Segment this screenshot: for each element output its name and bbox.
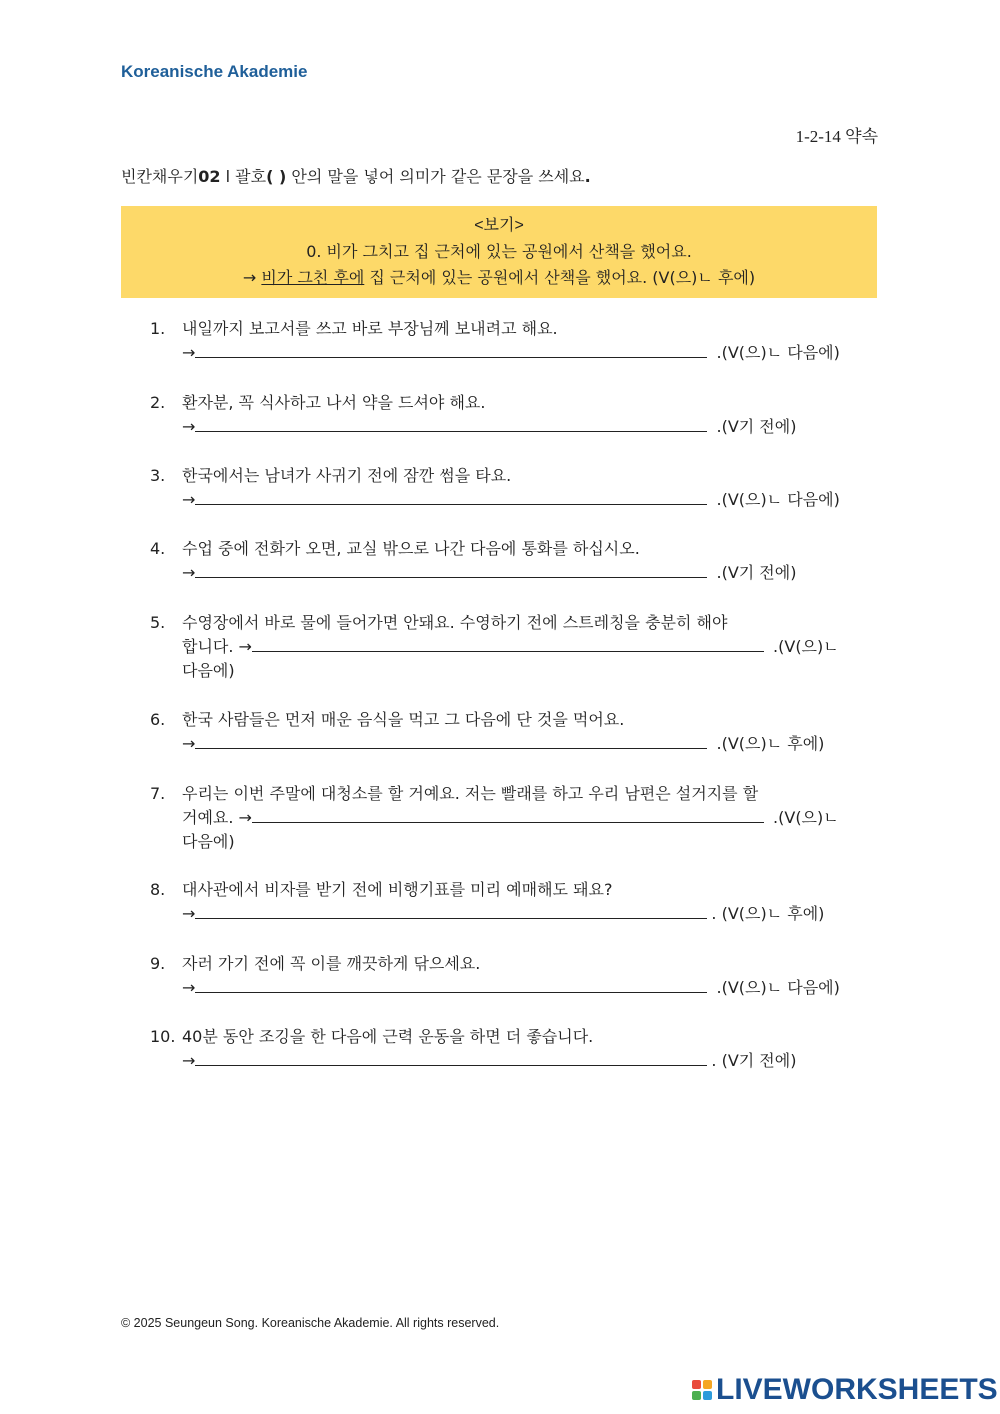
answer-blank[interactable]	[252, 650, 764, 652]
question-5	[150, 611, 839, 683]
question-number: 9.	[150, 954, 166, 973]
question-text-cont: 거예요. →	[182, 808, 252, 827]
answer-blank[interactable]	[195, 1064, 707, 1066]
hint: . (V(으)ㄴ 후에)	[711, 904, 825, 923]
hint: . (V기 전에)	[711, 1051, 797, 1070]
example-box	[121, 206, 877, 298]
question-2	[150, 391, 796, 439]
arrow: →	[182, 490, 196, 509]
example-title: <보기>	[474, 217, 524, 234]
question-number: 5.	[150, 613, 166, 632]
example-sentence: 0. 비가 그치고 집 근처에 있는 공원에서 산책을 했어요.	[306, 242, 692, 261]
logo-square-green	[692, 1391, 701, 1400]
question-number: 10.	[150, 1027, 176, 1046]
question-text: 40분 동안 조깅을 한 다음에 근력 운동을 하면 더 좋습니다.	[182, 1027, 594, 1046]
example-answer-rest: 집 근처에 있는 공원에서 산책을 했어요. (V(으)ㄴ 후에)	[364, 268, 756, 287]
question-number: 4.	[150, 539, 166, 558]
instruction	[121, 164, 591, 187]
answer-blank[interactable]	[195, 503, 707, 505]
liveworksheets-mark-icon	[692, 1380, 712, 1400]
question-7	[150, 782, 839, 854]
answer-blank[interactable]	[195, 430, 707, 432]
instruction-mid: l 괄호	[220, 167, 267, 186]
question-number: 6.	[150, 710, 166, 729]
example-answer	[121, 265, 877, 291]
liveworksheets-logo[interactable]	[692, 1373, 998, 1407]
hint: .(V(으)ㄴ	[767, 637, 839, 656]
hint-cont: 다음에)	[182, 832, 235, 851]
answer-blank[interactable]	[195, 991, 707, 993]
question-number: 8.	[150, 880, 166, 899]
hint: .(V(으)ㄴ 다음에)	[711, 978, 840, 997]
arrow: →	[182, 978, 196, 997]
question-8	[150, 878, 824, 926]
question-text: 우리는 이번 주말에 대청소를 할 거예요. 저는 빨래를 하고 우리 남편은 설거지를 할	[182, 784, 759, 803]
question-text: 내일까지 보고서를 쓰고 바로 부장님께 보내려고 해요.	[182, 319, 558, 338]
question-4	[150, 537, 796, 585]
question-text: 수업 중에 전화가 오면, 교실 밖으로 나간 다음에 통화를 하십시오.	[182, 539, 640, 558]
instruction-prefix: 빈칸채우기	[121, 167, 199, 186]
question-10	[150, 1025, 796, 1073]
hint: .(V기 전에)	[711, 563, 797, 582]
brand-title: Koreanische Akademie	[121, 62, 308, 81]
hint: .(V기 전에)	[711, 417, 797, 436]
liveworksheets-wordmark: LIVEWORKSHEETS	[716, 1373, 998, 1406]
instruction-num: 02	[198, 167, 221, 186]
arrow: →	[182, 904, 196, 923]
arrow: →	[182, 563, 196, 582]
copyright-footer: © 2025 Seungeun Song. Koreanische Akademie. All rights reserved.	[121, 1316, 500, 1330]
answer-blank[interactable]	[195, 917, 707, 919]
question-text-cont: 합니다. →	[182, 637, 252, 656]
instruction-paren: ( )	[266, 167, 287, 186]
arrow: →	[182, 343, 196, 362]
hint: .(V(으)ㄴ 다음에)	[711, 343, 840, 362]
instruction-dot: .	[584, 167, 591, 186]
question-text: 환자분, 꼭 식사하고 나서 약을 드셔야 해요.	[182, 393, 486, 412]
hint: .(V(으)ㄴ 후에)	[711, 734, 825, 753]
answer-blank[interactable]	[195, 576, 707, 578]
instruction-rest: 안의 말을 넣어 의미가 같은 문장을 쓰세요	[286, 167, 585, 186]
question-text: 한국에서는 남녀가 사귀기 전에 잠깐 썸을 타요.	[182, 466, 512, 485]
question-text: 대사관에서 비자를 받기 전에 비행기표를 미리 예매해도 돼요?	[182, 880, 613, 899]
question-text: 한국 사람들은 먼저 매운 음식을 먹고 그 다음에 단 것을 먹어요.	[182, 710, 625, 729]
question-text: 수영장에서 바로 물에 들어가면 안돼요. 수영하기 전에 스트레칭을 충분히 해야	[182, 613, 728, 632]
question-1	[150, 317, 840, 365]
answer-blank[interactable]	[252, 821, 764, 823]
hint: .(V(으)ㄴ	[767, 808, 839, 827]
logo-square-orange	[703, 1380, 712, 1389]
arrow: →	[182, 1051, 196, 1070]
question-3	[150, 464, 840, 512]
logo-square-red	[692, 1380, 701, 1389]
question-number: 3.	[150, 466, 166, 485]
question-9	[150, 952, 840, 1000]
lesson-code: 1-2-14 약속	[795, 127, 878, 146]
question-number: 2.	[150, 393, 166, 412]
answer-blank[interactable]	[195, 356, 707, 358]
hint: .(V(으)ㄴ 다음에)	[711, 490, 840, 509]
arrow: →	[182, 417, 196, 436]
question-6	[150, 708, 824, 756]
answer-blank[interactable]	[195, 747, 707, 749]
example-answer-underlined: 비가 그친 후에	[261, 268, 365, 287]
question-text: 자러 가기 전에 꼭 이를 깨끗하게 닦으세요.	[182, 954, 481, 973]
question-number: 7.	[150, 784, 166, 803]
example-arrow: →	[242, 268, 262, 287]
question-number: 1.	[150, 319, 166, 338]
arrow: →	[182, 734, 196, 753]
logo-square-blue	[703, 1391, 712, 1400]
hint-cont: 다음에)	[182, 661, 235, 680]
